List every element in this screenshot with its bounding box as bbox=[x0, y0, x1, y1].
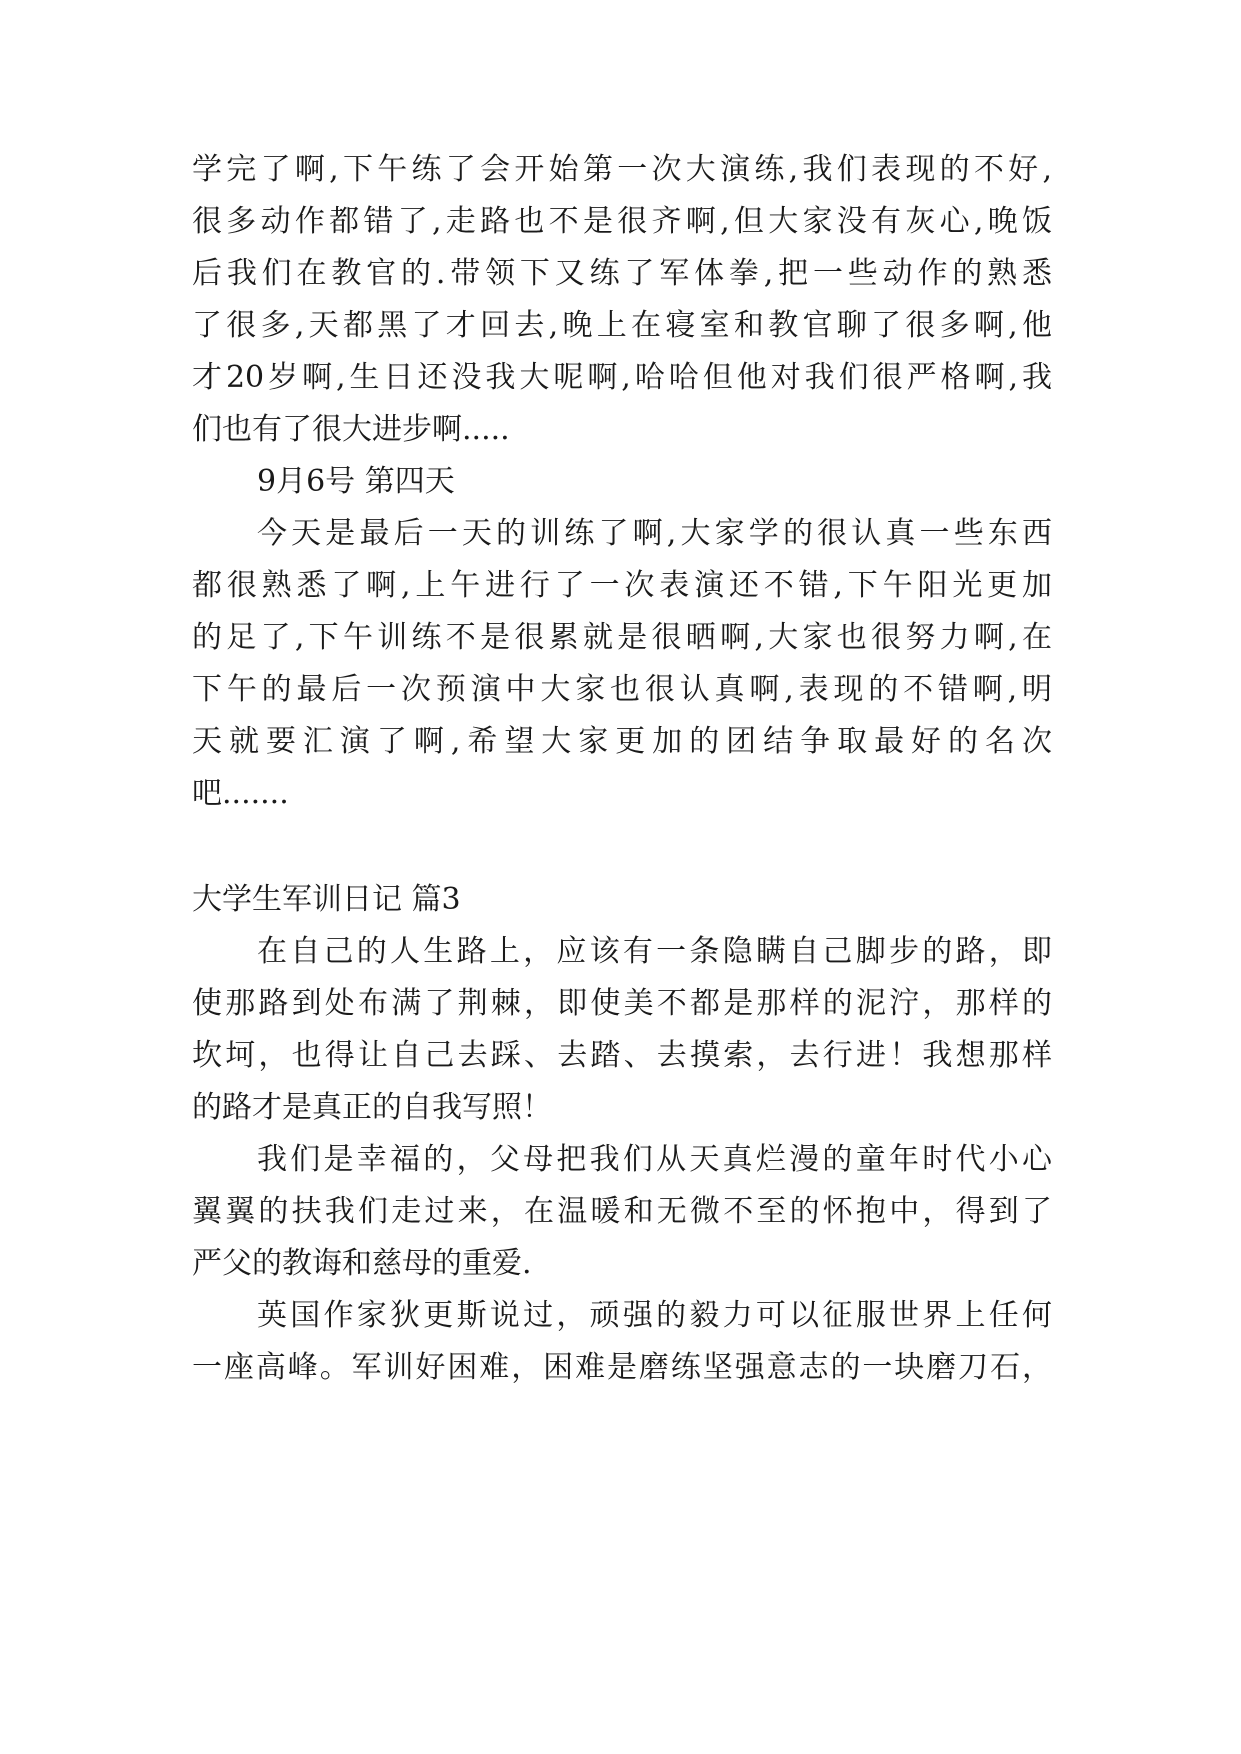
text-line: 的路才是真正的自我写照！ bbox=[192, 1090, 552, 1125]
text-line: 下午的最后一次预演中大家也很认真啊,表现的不错啊,明 bbox=[192, 672, 1052, 707]
day-heading: 9月6号 第四天 bbox=[257, 464, 455, 499]
text-line: 了很多,天都黑了才回去,晚上在寝室和教官聊了很多啊,他 bbox=[192, 308, 1052, 343]
text-line: 英国作家狄更斯说过，顽强的毅力可以征服世界上任何 bbox=[257, 1298, 1052, 1333]
article-title: 大学生军训日记 篇3 bbox=[192, 882, 461, 917]
text-line: 学完了啊,下午练了会开始第一次大演练,我们表现的不好, bbox=[192, 152, 1052, 187]
text-line: 翼翼的扶我们走过来，在温暖和无微不至的怀抱中，得到了 bbox=[192, 1194, 1052, 1229]
text-line: 们也有了很大进步啊..... bbox=[192, 412, 510, 447]
text-line: 都很熟悉了啊,上午进行了一次表演还不错,下午阳光更加 bbox=[192, 568, 1052, 603]
text-line: 严父的教诲和慈母的重爱. bbox=[192, 1246, 532, 1281]
text-line: 的足了,下午训练不是很累就是很晒啊,大家也很努力啊,在 bbox=[192, 620, 1052, 655]
text-line: 今天是最后一天的训练了啊,大家学的很认真一些东西 bbox=[257, 516, 1052, 551]
text-line: 很多动作都错了,走路也不是很齐啊,但大家没有灰心,晚饭 bbox=[192, 204, 1052, 239]
text-line: 吧....... bbox=[192, 776, 289, 811]
text-line: 使那路到处布满了荆棘，即使美不都是那样的泥泞，那样的 bbox=[192, 986, 1052, 1021]
text-line: 后我们在教官的.带领下又练了军体拳,把一些动作的熟悉 bbox=[192, 256, 1052, 291]
text-line: 一座高峰。军训好困难，困难是磨练坚强意志的一块磨刀石， bbox=[192, 1350, 1052, 1385]
text-line: 我们是幸福的，父母把我们从天真烂漫的童年时代小心 bbox=[257, 1142, 1052, 1177]
text-line: 才20岁啊,生日还没我大呢啊,哈哈但他对我们很严格啊,我 bbox=[192, 360, 1052, 395]
text-line: 天就要汇演了啊,希望大家更加的团结争取最好的名次 bbox=[192, 724, 1052, 759]
text-line: 坎坷，也得让自己去踩、去踏、去摸索，去行进！我想那样 bbox=[192, 1038, 1052, 1073]
text-line: 在自己的人生路上，应该有一条隐瞒自己脚步的路，即 bbox=[257, 934, 1052, 969]
